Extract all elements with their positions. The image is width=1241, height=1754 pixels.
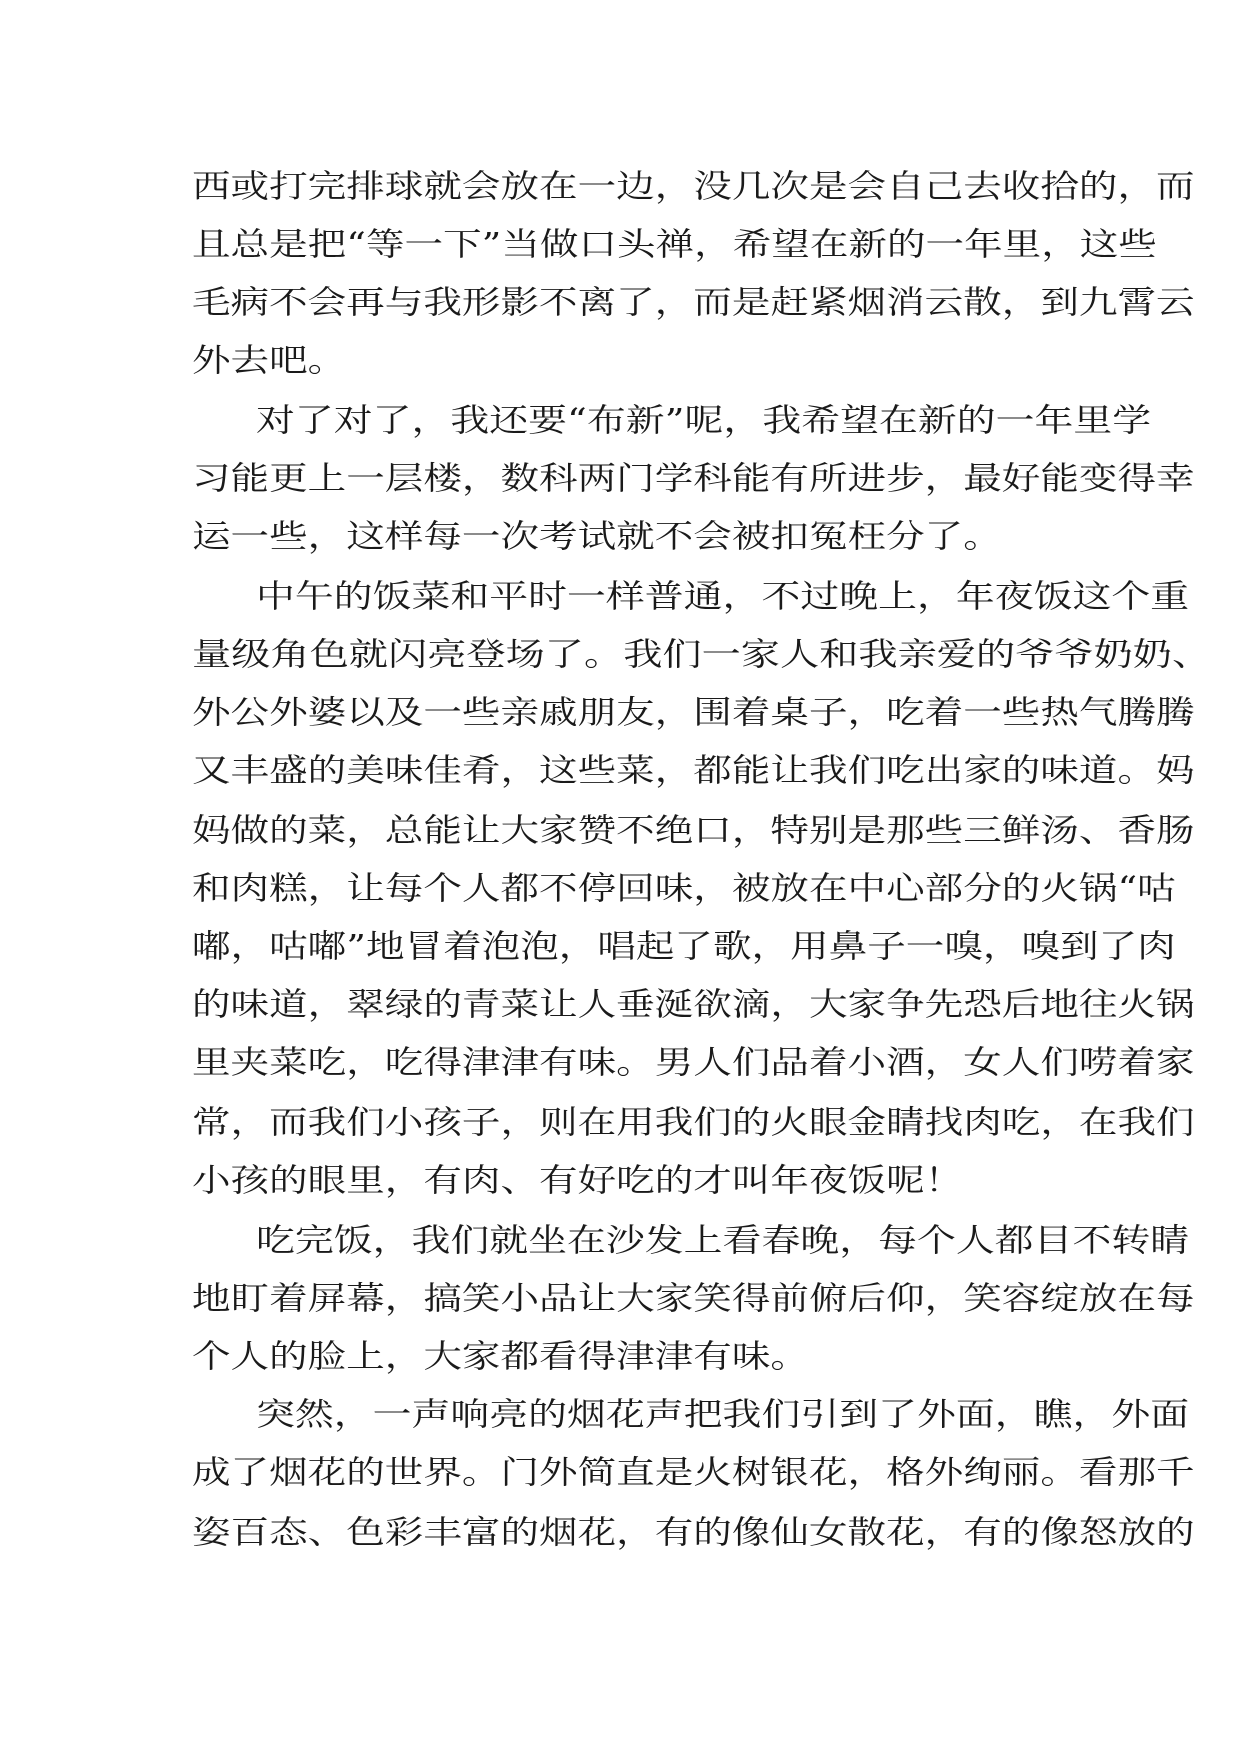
paragraph-first-line: 对了对了，我还要“布新”呢，我希望在新的一年里学: [256, 401, 1152, 439]
text-line: 常，而我们小孩子，则在用我们的火眼金睛找肉吃，在我们: [192, 1103, 1195, 1141]
text-line: 习能更上一层楼，数科两门学科能有所进步，最好能变得幸: [192, 459, 1195, 497]
text-line: 成了烟花的世界。门外简直是火树银花，格外绚丽。看那千: [192, 1453, 1195, 1491]
text-line: 妈做的菜，总能让大家赞不绝口，特别是那些三鲜汤、香肠: [192, 811, 1195, 849]
text-line: 外公外婆以及一些亲戚朋友，围着桌子，吃着一些热气腾腾: [192, 693, 1195, 731]
text-line: 量级角色就闪亮登场了。我们一家人和我亲爱的爷爷奶奶、: [192, 635, 1212, 673]
paragraph-first-line: 突然，一声响亮的烟花声把我们引到了外面，瞧，外面: [256, 1395, 1190, 1433]
paragraph-first-line: 吃完饭，我们就坐在沙发上看春晚，每个人都目不转睛: [256, 1221, 1190, 1259]
text-line: 地盯着屏幕，搞笑小品让大家笑得前俯后仰，笑容绽放在每: [192, 1279, 1195, 1317]
text-line: 且总是把“等一下”当做口头禅，希望在新的一年里，这些: [192, 225, 1157, 263]
paragraph-first-line: 中午的饭菜和平时一样普通，不过晚上，年夜饭这个重: [256, 577, 1190, 615]
text-line: 里夹菜吃，吃得津津有味。男人们品着小酒，女人们唠着家: [192, 1043, 1195, 1081]
text-line: 又丰盛的美味佳肴，这些菜，都能让我们吃出家的味道。妈: [192, 751, 1195, 789]
text-line: 的味道，翠绿的青菜让人垂涎欲滴，大家争先恐后地往火锅: [192, 985, 1195, 1023]
text-line: 外去吧。: [192, 341, 347, 379]
text-line: 毛病不会再与我形影不离了，而是赶紧烟消云散，到九霄云: [192, 283, 1195, 321]
text-line: 运一些，这样每一次考试就不会被扣冤枉分了。: [192, 517, 1002, 555]
text-line: 西或打完排球就会放在一边，没几次是会自己去收拾的，而: [192, 167, 1195, 205]
text-line: 和肉糕，让每个人都不停回味，被放在中心部分的火锅“咕: [192, 869, 1176, 907]
text-line: 个人的脸上，大家都看得津津有味。: [192, 1337, 809, 1375]
text-line: 嘟，咕嘟”地冒着泡泡，唱起了歌，用鼻子一嗅，嗅到了肉: [192, 927, 1176, 965]
text-line: 姿百态、色彩丰富的烟花，有的像仙女散花，有的像怒放的: [192, 1513, 1195, 1551]
text-line: 小孩的眼里，有肉、有好吃的才叫年夜饭呢！: [192, 1161, 964, 1199]
